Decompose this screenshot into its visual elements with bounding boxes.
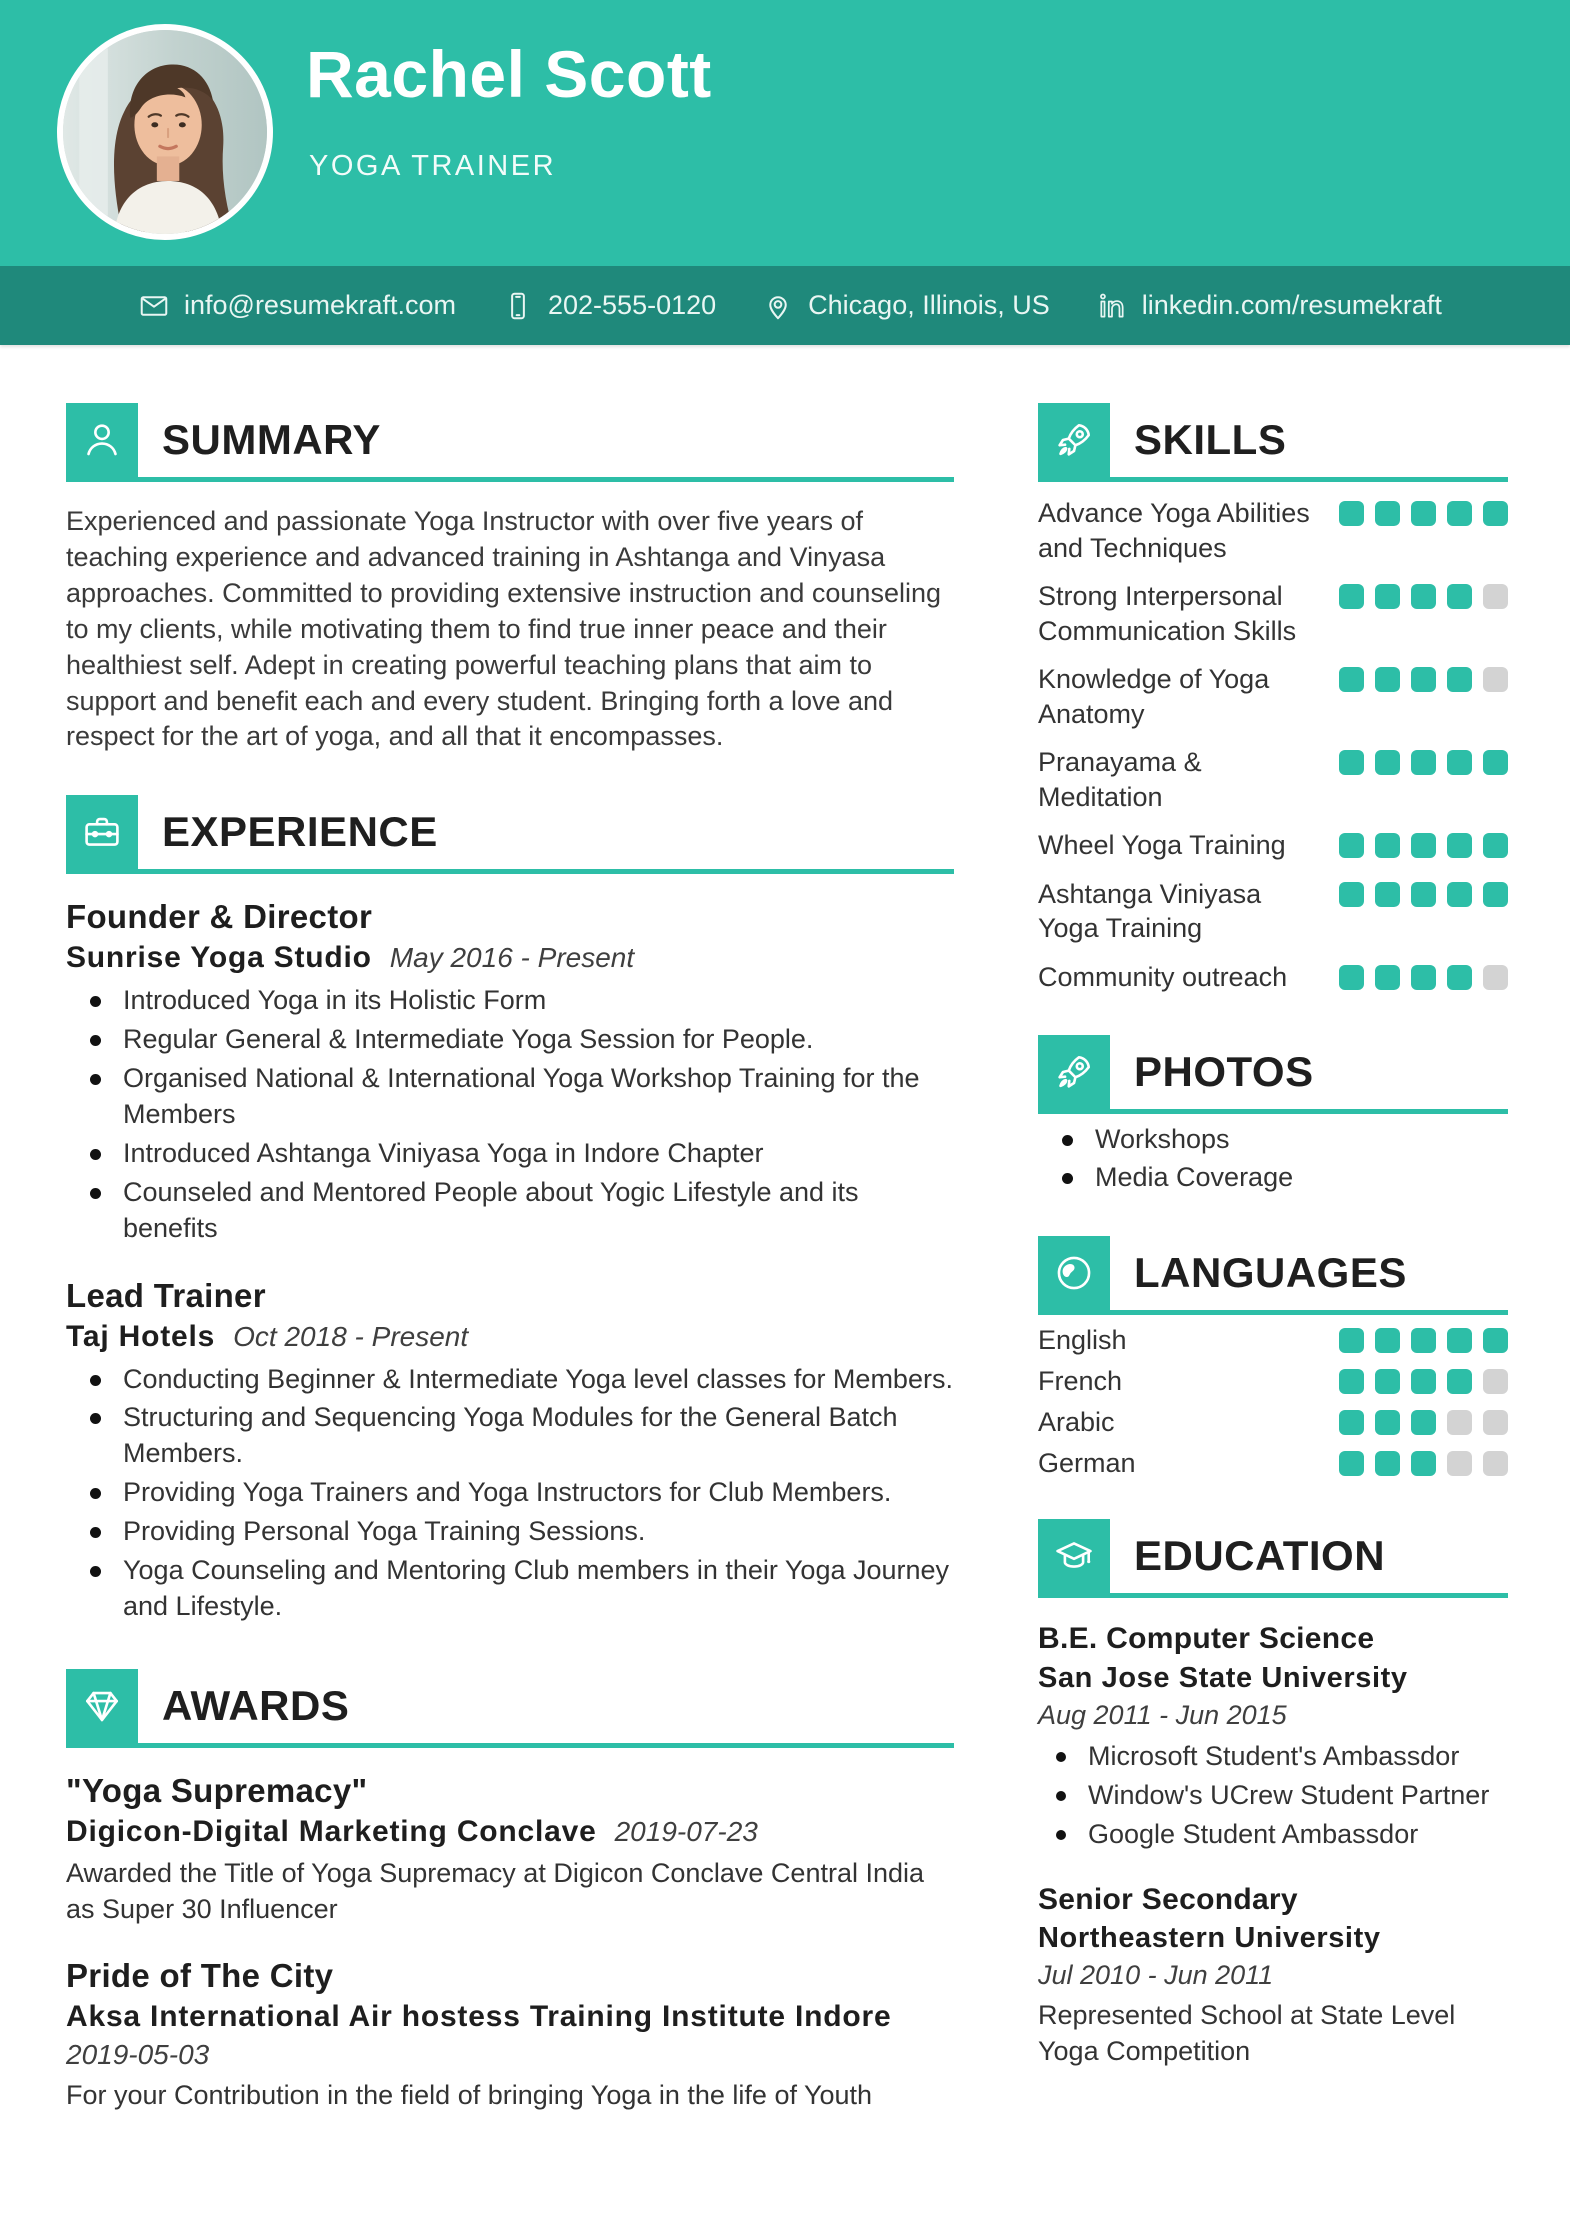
language-rating (1339, 1328, 1508, 1353)
contact-email (138, 290, 456, 322)
rating-square (1411, 1410, 1436, 1435)
language-name: German (1038, 1448, 1136, 1479)
contact-phone-value: 202-555-0120 (548, 290, 717, 320)
rating-square (1483, 667, 1508, 692)
rating-square (1411, 584, 1436, 609)
bullet-item: Counseled and Mentored People about Yogic Lifestyle and its benefits (66, 1175, 954, 1247)
rating-square (1447, 882, 1472, 907)
rating-square (1375, 667, 1400, 692)
section-title: SKILLS (1134, 416, 1287, 463)
summary-section-header (66, 403, 954, 482)
rating-square (1339, 1328, 1364, 1353)
briefcase-icon (66, 795, 138, 869)
rating-square (1375, 584, 1400, 609)
bullet-item: Workshops (1038, 1122, 1508, 1158)
rating-square (1411, 833, 1436, 858)
education-description: Represented School at State Level Yoga Competition (1038, 2000, 1456, 2067)
person-icon (66, 403, 138, 477)
award-description: For your Contribution in the field of bringing Yoga in the life of Youth (66, 2080, 873, 2111)
rating-square (1447, 1369, 1472, 1394)
award-org-line (66, 2000, 954, 2034)
profile-photo-illustration (63, 30, 267, 234)
bullet-item: Microsoft Student's Ambassdor (1038, 1739, 1508, 1775)
degree-name: B.E. Computer Science (1038, 1622, 1375, 1656)
section-title: SUMMARY (162, 416, 381, 463)
skill-rating (1339, 960, 1508, 990)
rating-square (1447, 584, 1472, 609)
skill-name: Advance Yoga Abilities and Techniques (1038, 498, 1310, 563)
rocket-icon (1038, 1035, 1110, 1109)
section-title: PHOTOS (1134, 1047, 1314, 1095)
award-title: "Yoga Supremacy" (66, 1771, 368, 1809)
language-row (1038, 1407, 1508, 1438)
rating-square (1375, 1451, 1400, 1476)
skill-rating (1339, 828, 1508, 858)
bullet-item: Providing Personal Yoga Training Sessions. (66, 1514, 954, 1550)
rating-square (1339, 882, 1364, 907)
language-name: English (1038, 1325, 1127, 1356)
skill-rating (1339, 877, 1508, 907)
rating-square (1411, 1451, 1436, 1476)
job-title: Founder & Director (66, 898, 373, 936)
resume-body (0, 345, 1570, 2113)
skill-name: Wheel Yoga Training (1038, 830, 1286, 861)
contact-linkedin-value: linkedin.com/resumekraft (1141, 290, 1442, 320)
rating-square (1375, 750, 1400, 775)
rating-square (1447, 750, 1472, 775)
rating-square (1339, 584, 1364, 609)
skill-row (1038, 496, 1508, 565)
award-entry (66, 1772, 954, 1927)
diamond-icon (66, 1669, 138, 1743)
bullet-item: Introduced Yoga in its Holistic Form (66, 983, 954, 1019)
rating-square (1339, 667, 1364, 692)
language-row (1038, 1325, 1508, 1356)
bullet-item: Introduced Ashtanga Viniyasa Yoga in Indore Chapter (66, 1136, 954, 1172)
rating-square (1339, 1410, 1364, 1435)
education-section (1038, 1519, 1508, 2069)
bullet-item: Regular General & Intermediate Yoga Session for People. (66, 1022, 954, 1058)
award-date: 2019-05-03 (66, 2039, 210, 2071)
rating-square (1375, 1328, 1400, 1353)
skills-section-header (1038, 403, 1508, 482)
experience-section (66, 795, 954, 1625)
rating-square (1483, 833, 1508, 858)
experience-entry (66, 1277, 954, 1625)
location-pin-icon (762, 290, 794, 322)
rating-square (1339, 1451, 1364, 1476)
award-entries (66, 1772, 954, 2113)
graduation-cap-icon (1038, 1519, 1110, 1593)
phone-icon (502, 290, 534, 322)
language-rating (1339, 1410, 1508, 1435)
job-bullet-list (66, 983, 954, 1246)
education-bullet-list (1038, 1739, 1508, 1853)
contact-linkedin (1096, 290, 1442, 322)
rating-square (1483, 882, 1508, 907)
rating-square (1411, 1328, 1436, 1353)
rating-square (1483, 1410, 1508, 1435)
rating-square (1483, 750, 1508, 775)
mail-icon (138, 290, 170, 322)
award-org: Digicon-Digital Marketing Conclave (66, 1814, 597, 1848)
skill-rating (1339, 496, 1508, 526)
bullet-item: Yoga Counseling and Mentoring Club members in their Yoga Journey and Lifestyle. (66, 1553, 954, 1625)
rating-square (1447, 1328, 1472, 1353)
profile-photo (57, 24, 273, 240)
education-entry (1038, 1883, 1508, 2070)
section-title: EDUCATION (1134, 1532, 1386, 1580)
rating-square (1339, 833, 1364, 858)
bullet-item: Conducting Beginner & Intermediate Yoga level classes for Members. (66, 1362, 954, 1398)
rating-square (1411, 882, 1436, 907)
skills-section (1038, 403, 1508, 995)
job-title: Lead Trainer (66, 1276, 266, 1314)
contact-location-value: Chicago, Illinois, US (808, 290, 1050, 320)
skill-name: Knowledge of Yoga Anatomy (1038, 664, 1270, 729)
rating-square (1483, 1369, 1508, 1394)
rating-square (1375, 882, 1400, 907)
skill-name: Community outreach (1038, 962, 1288, 993)
section-title: EXPERIENCE (162, 808, 438, 856)
rating-square (1339, 1369, 1364, 1394)
bullet-item: Media Coverage (1038, 1160, 1508, 1196)
section-title: LANGUAGES (1134, 1249, 1407, 1297)
rocket-icon (1038, 403, 1110, 477)
skill-rating (1339, 579, 1508, 609)
rating-square (1375, 501, 1400, 526)
person-job-title: YOGA TRAINER (309, 150, 557, 182)
award-entry (66, 1957, 954, 2113)
rating-square (1375, 1369, 1400, 1394)
award-date: 2019-07-23 (614, 1815, 758, 1847)
language-rating (1339, 1451, 1508, 1476)
rating-square (1411, 501, 1436, 526)
rating-square (1375, 833, 1400, 858)
rating-square (1447, 1451, 1472, 1476)
rating-square (1483, 1451, 1508, 1476)
award-org-line (66, 1815, 954, 1849)
rating-square (1411, 667, 1436, 692)
school-line (1038, 1922, 1508, 1955)
rating-square (1339, 501, 1364, 526)
rating-square (1447, 965, 1472, 990)
photos-section (1038, 1035, 1508, 1197)
summary-section (66, 403, 954, 755)
skill-row (1038, 579, 1508, 648)
school-line (1038, 1662, 1508, 1695)
awards-section (66, 1669, 954, 2113)
rating-square (1447, 1410, 1472, 1435)
award-title: Pride of The City (66, 1957, 334, 1995)
date-range: May 2016 - Present (389, 942, 635, 974)
skill-row (1038, 745, 1508, 814)
bullet-item: Providing Yoga Trainers and Yoga Instructors for Club Members. (66, 1475, 954, 1511)
bullet-item: Window's UCrew Student Partner (1038, 1778, 1508, 1814)
language-name: French (1038, 1366, 1123, 1397)
rating-square (1411, 750, 1436, 775)
skill-rating (1339, 662, 1508, 692)
job-org-line (66, 941, 954, 975)
left-column (66, 403, 954, 2113)
rating-square (1447, 667, 1472, 692)
rating-square (1483, 1328, 1508, 1353)
education-entries (1038, 1622, 1508, 2069)
date-range: Oct 2018 - Present (233, 1320, 469, 1352)
linkedin-icon (1096, 290, 1128, 322)
bullet-item: Google Student Ambassdor (1038, 1817, 1508, 1853)
person-name: Rachel Scott (306, 37, 712, 111)
language-name: Arabic (1038, 1407, 1115, 1438)
language-rating (1339, 1369, 1508, 1394)
section-title: AWARDS (162, 1681, 350, 1729)
skill-row (1038, 960, 1508, 995)
job-bullet-list (66, 1362, 954, 1625)
rating-square (1339, 750, 1364, 775)
rating-square (1447, 501, 1472, 526)
rating-square (1411, 1369, 1436, 1394)
degree-name: Senior Secondary (1038, 1882, 1298, 1916)
school-name: Northeastern University (1038, 1922, 1381, 1955)
bullet-item: Structuring and Sequencing Yoga Modules for the General Batch Members. (66, 1400, 954, 1472)
hero-banner (0, 0, 1570, 266)
job-org-line (66, 1320, 954, 1354)
company-name: Taj Hotels (66, 1319, 216, 1353)
company-name: Sunrise Yoga Studio (66, 941, 372, 975)
awards-section-header (66, 1669, 954, 1748)
experience-entry (66, 898, 954, 1246)
experience-section-header (66, 795, 954, 874)
school-date: Aug 2011 - Jun 2015 (1038, 1699, 1287, 1730)
skill-row (1038, 662, 1508, 731)
rating-square (1375, 1410, 1400, 1435)
skill-row (1038, 828, 1508, 863)
bullet-item: Organised National & International Yoga Workshop Training for the Members (66, 1061, 954, 1133)
skill-rating (1339, 745, 1508, 775)
photos-section-header (1038, 1035, 1508, 1114)
skill-name: Ashtanga Viniyasa Yoga Training (1038, 878, 1262, 944)
education-entry (1038, 1622, 1508, 1852)
contact-email-value: info@resumekraft.com (184, 290, 456, 320)
rating-square (1411, 965, 1436, 990)
skill-name: Pranayama & Meditation (1038, 747, 1202, 812)
language-row (1038, 1366, 1508, 1397)
school-date: Jul 2010 - Jun 2011 (1038, 1960, 1274, 1991)
rating-square (1375, 965, 1400, 990)
contact-phone (502, 290, 716, 322)
photos-list (1038, 1122, 1508, 1197)
experience-entries (66, 898, 954, 1625)
skills-list (1038, 496, 1508, 995)
rating-square (1483, 501, 1508, 526)
languages-list (1038, 1325, 1508, 1479)
rating-square (1483, 965, 1508, 990)
rating-square (1447, 833, 1472, 858)
language-row (1038, 1448, 1508, 1479)
rating-square (1483, 584, 1508, 609)
rating-square (1339, 965, 1364, 990)
right-column (1038, 403, 1508, 2113)
contact-bar (0, 266, 1570, 345)
school-name: San Jose State University (1038, 1661, 1408, 1694)
skill-row (1038, 877, 1508, 946)
contact-location (762, 290, 1050, 322)
globe-icon (1038, 1236, 1110, 1310)
education-section-header (1038, 1519, 1508, 1598)
languages-section (1038, 1236, 1508, 1479)
summary-text: Experienced and passionate Yoga Instructor with over five years of teaching experience and advanced training in Ashtanga and Vinyasa approaches. Committed to providing extensive instruction and counseling to my clients, while motivating them to find true inner peace and their healthiest self. Adept in creating powerful teaching plans that aim to support and benefit each and every student. Bringing forth a love and respect for the art of yoga, and all that it encompasses. (66, 506, 941, 752)
award-description: Awarded the Title of Yoga Supremacy at Digicon Conclave Central India as Super 30 Influencer (66, 1857, 925, 1925)
award-org: Aksa International Air hostess Training Institute Indore (66, 2000, 892, 2034)
languages-section-header (1038, 1236, 1508, 1315)
skill-name: Strong Interpersonal Communication Skills (1038, 581, 1297, 646)
